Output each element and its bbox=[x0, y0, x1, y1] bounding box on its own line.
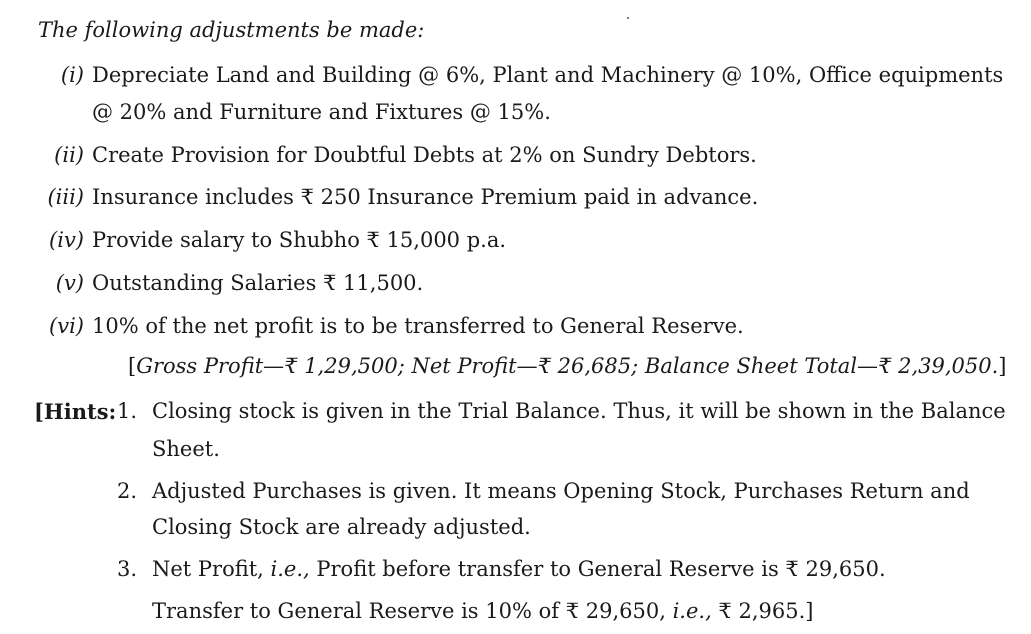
item-text-line: Outstanding Salaries ₹ 11,500. bbox=[92, 271, 424, 295]
hint-text-line bbox=[152, 557, 886, 582]
hint-number: 2. bbox=[116, 479, 137, 503]
item-text-line: 10% of the net profit is to be transferred to General Reserve. bbox=[92, 314, 744, 338]
hint-text-part: ₹ 2,965.] bbox=[711, 599, 814, 623]
item-number-text: (v) bbox=[55, 271, 84, 295]
item-number-text: (ii) bbox=[54, 143, 84, 167]
hint-ie: i.e., bbox=[270, 557, 310, 581]
hint-text-part: Transfer to General Reserve is 10% of ₹ 29,650, bbox=[152, 599, 673, 623]
item-number-text: (iii) bbox=[47, 185, 84, 209]
item-text-line: Create Provision for Doubtful Debts at 2% on Sundry Debtors. bbox=[92, 143, 757, 167]
item-number bbox=[24, 63, 84, 88]
hint-text-line: Sheet. bbox=[152, 437, 220, 461]
hint-number: 1. bbox=[116, 399, 137, 423]
adjustments-heading: The following adjustments be made: bbox=[38, 18, 425, 42]
scan-speck bbox=[627, 17, 629, 19]
item-text-line: Depreciate Land and Building @ 6%, Plant and Machinery @ 10%, Office equipments bbox=[92, 63, 1004, 87]
answer-line bbox=[128, 354, 1006, 379]
item-text-line: Provide salary to Shubho ₹ 15,000 p.a. bbox=[92, 228, 507, 252]
item-number bbox=[24, 143, 84, 168]
hint-text-part: Net Profit, bbox=[152, 557, 271, 581]
answer-close-bracket: ] bbox=[998, 354, 1007, 378]
item-number-text: (vi) bbox=[49, 314, 84, 338]
answer-text: Gross Profit—₹ 1,29,500; Net Profit—₹ 26,685; Balance Sheet Total—₹ 2,39,050. bbox=[136, 354, 999, 378]
item-number bbox=[24, 314, 84, 339]
item-number-text: (i) bbox=[60, 63, 84, 87]
item-text-line: @ 20% and Furniture and Fixtures @ 15%. bbox=[92, 100, 551, 124]
hint-text-line: Closing Stock are already adjusted. bbox=[152, 515, 531, 539]
item-number-text: (iv) bbox=[49, 228, 84, 252]
hint-text-part: Profit before transfer to General Reserve is ₹ 29,650. bbox=[309, 557, 886, 581]
hint-text-line: Closing stock is given in the Trial Balance. Thus, it will be shown in the Balance bbox=[152, 399, 1006, 423]
hint-number: 3. bbox=[116, 557, 137, 581]
answer-open-bracket: [ bbox=[128, 354, 137, 378]
item-text-line: Insurance includes ₹ 250 Insurance Premium paid in advance. bbox=[92, 185, 759, 209]
item-number bbox=[24, 271, 84, 296]
hint-ie: i.e., bbox=[672, 599, 712, 623]
hint-text-line: Adjusted Purchases is given. It means Opening Stock, Purchases Return and bbox=[152, 479, 970, 503]
item-number bbox=[24, 185, 84, 210]
hint-text-line bbox=[152, 599, 813, 624]
item-number bbox=[24, 228, 84, 253]
hints-label: [Hints: bbox=[34, 399, 117, 424]
